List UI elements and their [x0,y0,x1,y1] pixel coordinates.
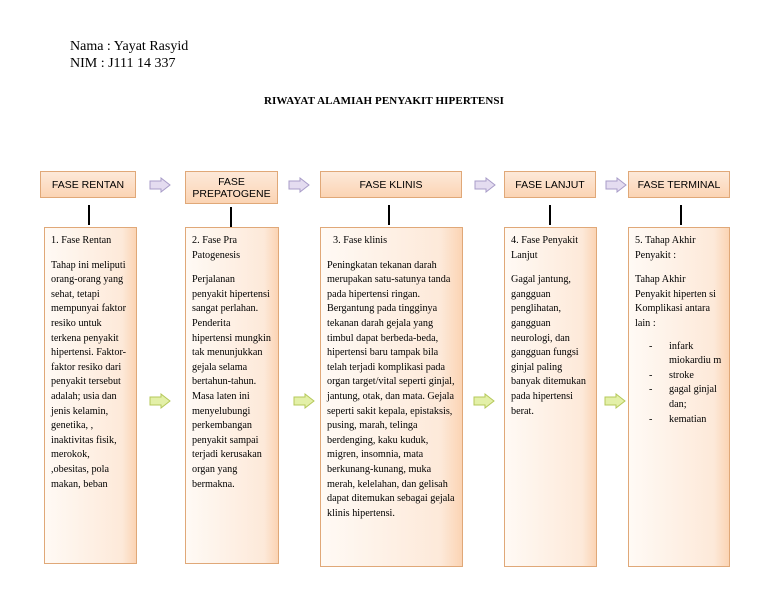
list-item: - stroke [635,369,723,384]
content-box-terminal [628,227,730,567]
arrow-right-icon [474,177,496,193]
connector-line [88,205,90,225]
box-heading: 1. Fase Rentan [51,235,112,246]
arrow-right-icon [293,393,315,409]
complication-list [635,340,723,428]
phase-prepatogene-header: FASE PREPATOGENE [185,171,278,204]
box-body: Perjalanan penyakit hipertensi sangat perlahan. Penderita hipertensi mungkin tak menunjukkan gejala selama bertahun-tahun. Masa laten ini menyelubungi perkembangan penyakit sampai terjadi kerusakan organ yang bermakna. [192,274,271,490]
list-item: - kematian [635,413,723,428]
page-title: RIWAYAT ALAMIAH PENYAKIT HIPERTENSI [264,95,504,107]
box-body: Peningkatan tekanan darah merupakan satu-satunya tanda pada hipertensi ringan. Bergantung pada tingginya tekanan darah gejala yang timbul dapat berbeda-beda, hipertensi baru tampak bila telah terjadi komplikasi pada organ target/vital seperti ginjal, jantung, otak, dan mata. Gejala seperti sakit kepala, epistaksis, pusing, marah, telinga berdenging, kaku kuduk, migren, insomnia, mata berkunang-kunang, muka merah, kelelahan, dan gelisah dapat ditemukan sebagai gejala klinis hipertensi. [327,259,455,519]
connector-line [388,205,390,225]
connector-line [680,205,682,225]
student-name: Nama : Yayat Rasyid [70,39,189,54]
box-body: Tahap Akhir Penyakit hiperten si Komplikasi antara lain : [635,274,716,329]
student-nim: NIM : J111 14 337 [70,56,176,71]
phase-rentan-header: FASE RENTAN [40,171,136,198]
content-box-rentan [44,227,137,564]
connector-line [549,205,551,225]
arrow-right-icon [604,393,626,409]
list-item: - infark miokardiu m [635,340,723,369]
content-box-klinis [320,227,463,567]
arrow-right-icon [149,177,171,193]
connector-line [230,207,232,227]
arrow-right-icon [473,393,495,409]
arrow-right-icon [605,177,627,193]
arrow-right-icon [288,177,310,193]
box-heading: 3. Fase klinis [333,235,388,246]
list-item: - gagal ginjal dan; [635,383,723,412]
phase-lanjut-header: FASE LANJUT [504,171,596,198]
arrow-right-icon [149,393,171,409]
box-body: Tahap ini meliputi orang-orang yang sehat, tetapi mempunyai faktor resiko untuk terkena penyakit hipertensi. Faktor-faktor resiko dari penyakit tersebut adalah; usia dan jenis kelamin, genetika, , inaktivitas fisik, merokok, ,obesitas, pola makan, beban [51,259,127,490]
box-heading: 2. Fase Pra Patogenesis [192,235,241,261]
phase-terminal-header: FASE TERMINAL [628,171,730,198]
content-box-prepatogenesis [185,227,279,564]
box-body: Gagal jantung, gangguan penglihatan, gangguan neurologi, dan gangguan fungsi ginjal paling banyak ditemukan pada hipertensi berat. [511,274,586,417]
box-heading: 5. Tahap Akhir Penyakit : [635,235,696,261]
box-heading: 4. Fase Penyakit Lanjut [511,235,579,261]
phase-klinis-header: FASE KLINIS [320,171,462,198]
content-box-lanjut [504,227,597,567]
